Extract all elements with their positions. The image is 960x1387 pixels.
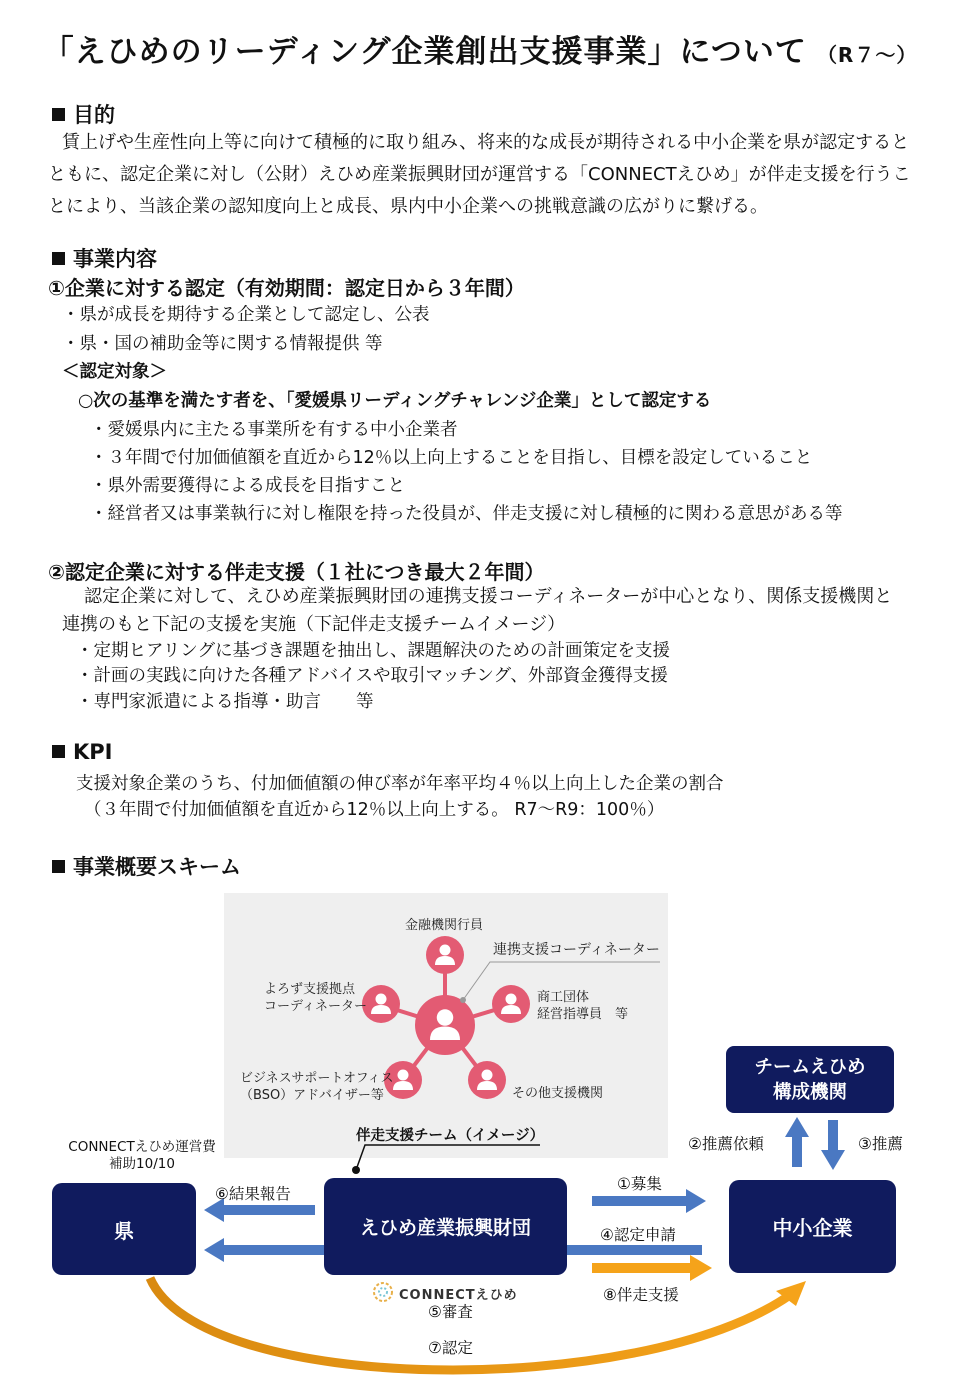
label-commerce: 商工団体 経営指導員 等 (537, 990, 629, 1022)
support-arrow (592, 1255, 712, 1281)
criteria-title: ○次の基準を満たす者を、「愛媛県リーディングチャレンジ企業」として認定する (78, 391, 712, 411)
label-recommend-request: ②推薦依頼 (688, 1135, 764, 1153)
title-sub: （R７～） (816, 43, 918, 67)
label-recruit: ①募集 (617, 1175, 662, 1193)
recommend-arrow (821, 1120, 845, 1170)
person-icon (426, 936, 464, 974)
foundation-box-label: えひめ産業振興財団 (359, 1217, 531, 1239)
sme-box (729, 1180, 896, 1273)
title-main: 「えひめのリーディング企業創出支援事業」について (42, 34, 807, 70)
sec1-item-1: ・県が成長を期待する企業として認定し、公表 (62, 305, 430, 325)
label-certify: ⑦認定 (428, 1339, 473, 1357)
team-ehime-label: チームえひめ 構成機関 (754, 1056, 866, 1103)
kpi-line-2: （３年間で付加価値額を直近から12％以上向上する。 R7～R9：100％） (84, 800, 665, 820)
sec2-title: ②認定企業に対する伴走支援（１社につき最大２年間） (48, 560, 545, 584)
criteria-2: ・３年間で付加価値額を直近から12％以上向上することを目指し、目標を設定していること (90, 448, 813, 468)
sme-box-label: 中小企業 (772, 1216, 853, 1240)
label-recommend: ③推薦 (858, 1135, 903, 1153)
person-icon (492, 985, 530, 1023)
team-ehime-box (726, 1046, 894, 1113)
pref-box (52, 1183, 196, 1275)
label-other: その他支援機関 (512, 1086, 604, 1101)
target-label: ＜認定対象＞ (62, 362, 167, 382)
label-report: ⑥結果報告 (215, 1185, 291, 1203)
sec1-item-2: ・県・国の補助金等に関する情報提供 等 (62, 334, 383, 354)
team-label-dot (352, 1166, 360, 1174)
recommend-request-arrow (785, 1117, 809, 1167)
subsidy-note: CONNECTえひめ運営費 補助10/10 (68, 1139, 216, 1172)
label-yorozu: よろず支援拠点 コーディネーター (264, 982, 367, 1014)
foundation-box (324, 1178, 567, 1275)
team-label: 伴走支援チーム（イメージ） (356, 1128, 545, 1144)
team-label-line (356, 1145, 540, 1170)
connect-logo-icon (374, 1283, 392, 1301)
label-coordinator: 連携支援コーディネーター (493, 942, 660, 958)
criteria-4: ・経営者又は事業執行に対し権限を持った役員が、伴走支援に対し積極的に関わる意思がある等 (90, 504, 843, 524)
pref-box-label: 県 (114, 1218, 134, 1243)
label-support: ⑧伴走支援 (603, 1286, 679, 1304)
label-review: ⑤審査 (428, 1303, 473, 1321)
criteria-1: ・愛媛県内に主たる事業所を有する中小企業者 (90, 420, 458, 440)
sec1-title: ①企業に対する認定（有効期間：認定日から３年間） (48, 276, 525, 300)
kpi-line-1: 支援対象企業のうち、付加価値額の伸び率が年率平均４％以上向上した企業の割合 (76, 774, 724, 794)
label-bso: ビジネスサポートオフィス （BSO）アドバイザー等 (240, 1071, 394, 1103)
sec2-item-2: ・計画の実践に向けた各種アドバイスや取引マッチング、外部資金獲得支援 (76, 666, 668, 686)
purpose-heading-text: 目的 (73, 103, 115, 127)
sec2-item-3: ・専門家派遣による指導・助言 等 (76, 692, 374, 712)
scheme-heading-text: 事業概要スキーム (73, 855, 241, 879)
criteria-3: ・県外需要獲得による成長を目指すこと (90, 476, 405, 496)
label-apply: ④認定申請 (600, 1226, 676, 1244)
business-heading-text: 事業内容 (73, 247, 157, 271)
label-finance: 金融機関行員 (405, 918, 484, 933)
purpose-text: 賃上げや生産性向上等に向けて積極的に取り組み、将来的な成長が期待される中小企業を県が認定するとともに、認定企業に対し（公財）えひめ産業振興財団が運営する「CONNECTえひめ」が伴走支援を行うことにより、当該企業の認知度向上と成長、県内中小企業への挑戦意識の広がりに繋げる。 (48, 132, 911, 217)
person-icon (362, 985, 400, 1023)
person-icon (468, 1061, 506, 1099)
connect-logo-text: CONNECTえひめ (399, 1288, 518, 1303)
coordinator-icon (415, 995, 475, 1055)
leader-dot (460, 997, 466, 1003)
kpi-heading-text: KPI (73, 740, 113, 764)
sec2-item-1: ・定期ヒアリングに基づき課題を抽出し、課題解決のための計画策定を支援 (76, 641, 670, 661)
sec2-text: 認定企業に対して、えひめ産業振興財団の連携支援コーディネーターが中心となり、関係支援機関と連携のもと下記の支援を実施（下記伴走支援チームイメージ） (62, 586, 893, 635)
